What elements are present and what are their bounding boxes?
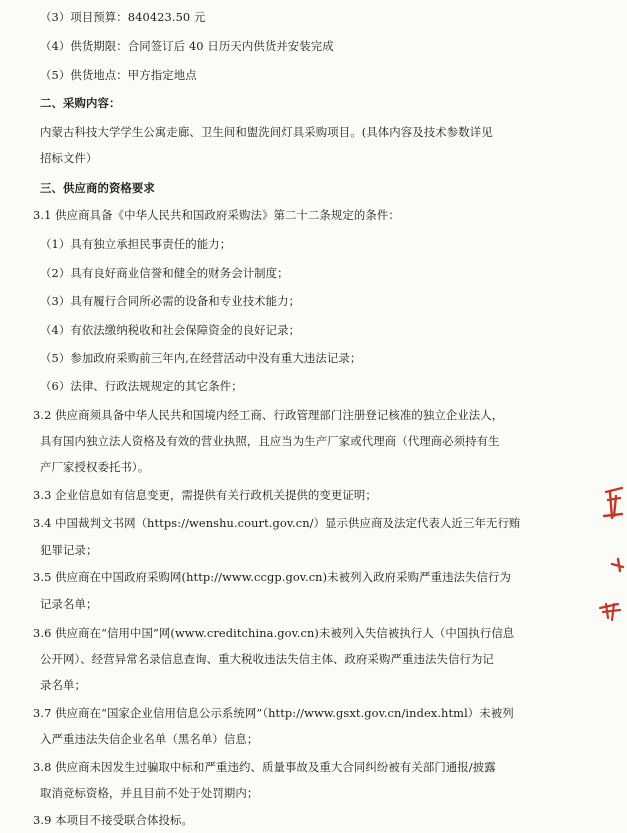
clause-3-5-line-1: 3.5 供应商在中国政府采购网(http://www.ccgp.gov.cn)未被列入政府采购严重违法失信行为	[33, 570, 512, 584]
seal-stamp-mark-2	[612, 559, 623, 571]
condition-3: （3）具有履行合同所必需的设备和专业技术能力；	[40, 294, 301, 308]
partial-seal-stamp	[592, 470, 627, 630]
condition-5: （5）参加政府采购前三年内,在经营活动中没有重大违法记录；	[40, 351, 362, 365]
clause-3-7-line-1: 3.7 供应商在“国家企业信用信息公示系统网”（http://www.gsxt.gov.cn/index.html）未被列	[33, 706, 514, 720]
clause-3-6-line-1: 3.6 供应商在“信用中国”网(www.creditchina.gov.cn)未被列入失信被执行人（中国执行信息	[33, 626, 515, 640]
clause-3-7-line-2: 入严重违法失信企业名单（黑名单）信息；	[40, 732, 259, 746]
clause-3-2-line-1: 3.2 供应商须具备中华人民共和国境内经工商、行政管理部门注册登记核准的独立企业法人，	[33, 408, 504, 422]
condition-4: （4）有依法缴纳税收和社会保障资金的良好记录；	[40, 323, 301, 337]
procurement-content-line-2: 招标文件）	[40, 151, 98, 165]
clause-3-6-line-3: 录名单；	[40, 678, 86, 692]
clause-3-8-line-1: 3.8 供应商未因发生过骗取中标和严重违约、质量事故及重大合同纠纷被有关部门通报/披露	[33, 760, 496, 774]
procurement-content-line-1: 内蒙古科技大学学生公寓走廊、卫生间和盥洗间灯具采购项目。(具体内容及技术参数详见	[40, 125, 493, 139]
seal-stamp-mark-3	[600, 604, 620, 620]
clause-3-4-line-2: 犯罪记录；	[40, 543, 98, 557]
clause-3-3: 3.3 企业信息如有信息变更，需提供有关行政机关提供的变更证明；	[33, 488, 377, 502]
section-heading-procurement: 二、采购内容：	[40, 96, 121, 110]
clause-3-1: 3.1 供应商具备《中华人民共和国政府采购法》第二十二条规定的条件：	[33, 208, 400, 222]
delivery-period-line: （4）供货期限：合同签订后 40 日历天内供货并安装完成	[40, 39, 334, 53]
condition-1: （1）具有独立承担民事责任的能力；	[40, 237, 232, 251]
clause-3-8-line-2: 取消竞标资格，并且目前不处于处罚期内；	[40, 786, 259, 800]
clause-3-2-line-3: 产厂家授权委托书）。	[40, 460, 150, 474]
clause-3-9: 3.9 本项目不接受联合体投标。	[33, 813, 194, 827]
clause-3-4-line-1: 3.4 中国裁判文书网（https://wenshu.court.gov.cn/）显示供应商及法定代表人近三年无行贿	[33, 516, 521, 530]
clause-3-2-line-2: 具有国内独立法人资格及有效的营业执照，且应当为生产厂家或代理商（代理商必须持有生	[40, 434, 500, 448]
condition-2: （2）具有良好商业信誉和健全的财务会计制度；	[40, 266, 289, 280]
clause-3-5-line-2: 记录名单；	[40, 597, 98, 611]
clause-3-6-line-2: 公开网）、经营异常名录信息查询、重大税收违法失信主体、政府采购严重违法失信行为记	[40, 652, 494, 666]
budget-line: （3）项目预算：840423.50 元	[40, 10, 206, 24]
delivery-location-line: （5）供货地点：甲方指定地点	[40, 68, 197, 82]
seal-stamp-mark-1	[604, 488, 622, 518]
condition-6: （6）法律、行政法规规定的其它条件；	[40, 379, 243, 393]
section-heading-qualifications: 三、供应商的资格要求	[40, 181, 155, 195]
